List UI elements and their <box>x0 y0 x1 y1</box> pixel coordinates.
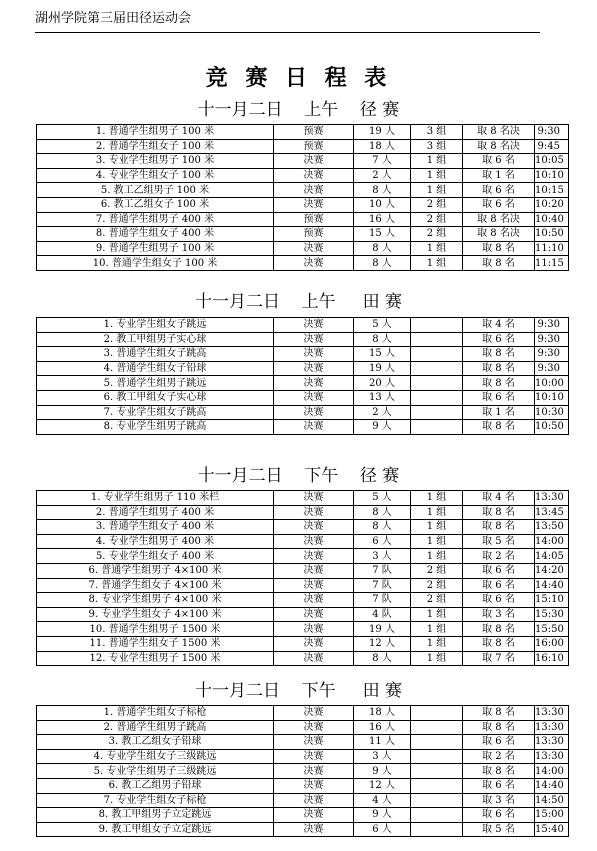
table-row <box>37 256 569 271</box>
round-cell: 决赛 <box>274 622 354 637</box>
qualify-cell: 取 8 名 <box>463 520 535 535</box>
entrants-cell: 8 人 <box>354 505 411 520</box>
round-cell: 决赛 <box>274 534 354 549</box>
qualify-cell: 取 8 名 <box>463 706 535 721</box>
event-cell: 2. 普通学生组男子跳高 <box>37 720 274 735</box>
event-cell: 7. 普通学生组女子 4×100 米 <box>37 578 274 593</box>
time-cell: 13:30 <box>535 706 569 721</box>
entrants-cell: 9 人 <box>354 808 411 823</box>
heats-cell <box>411 778 463 793</box>
event-cell: 9. 专业学生组女子 4×100 米 <box>37 607 274 622</box>
entrants-cell: 8 人 <box>354 256 411 271</box>
round-cell: 决赛 <box>274 183 354 198</box>
entrants-cell: 3 人 <box>354 549 411 564</box>
qualify-cell: 取 8 名 <box>463 376 535 391</box>
heats-cell: 2 组 <box>411 578 463 593</box>
entrants-cell: 7 人 <box>354 154 411 169</box>
round-cell: 决赛 <box>274 636 354 651</box>
heats-cell: 1 组 <box>411 491 463 506</box>
qualify-cell: 取 6 名 <box>463 332 535 347</box>
heats-cell: 1 组 <box>411 168 463 183</box>
table-row <box>37 376 569 391</box>
entrants-cell: 19 人 <box>354 622 411 637</box>
round-cell: 决赛 <box>274 420 354 435</box>
round-cell: 决赛 <box>274 706 354 721</box>
heats-cell: 1 组 <box>411 636 463 651</box>
qualify-cell: 取 8 名 <box>463 764 535 779</box>
entrants-cell: 13 人 <box>354 390 411 405</box>
qualify-cell: 取 8 名 <box>463 636 535 651</box>
event-cell: 1. 专业学生组男子 110 米栏 <box>37 491 274 506</box>
heats-cell: 1 组 <box>411 241 463 256</box>
section-title-morning-field: 十一月二日 上午 田 赛 <box>194 292 403 312</box>
heats-cell <box>411 332 463 347</box>
table-row <box>37 139 569 154</box>
table-row <box>37 749 569 764</box>
table-row <box>37 778 569 793</box>
heats-cell <box>411 822 463 837</box>
round-cell: 决赛 <box>274 241 354 256</box>
time-cell: 9:30 <box>535 125 569 140</box>
entrants-cell: 6 人 <box>354 822 411 837</box>
time-cell: 11:10 <box>535 241 569 256</box>
qualify-cell: 取 6 名 <box>463 154 535 169</box>
event-cell: 7. 专业学生组女子跳高 <box>37 405 274 420</box>
time-cell: 9:30 <box>535 332 569 347</box>
entrants-cell: 7 队 <box>354 563 411 578</box>
section-title-afternoon-field: 十一月二日 下午 田 赛 <box>194 681 403 701</box>
qualify-cell: 取 8 名 <box>463 256 535 271</box>
round-cell: 决赛 <box>274 361 354 376</box>
heats-cell <box>411 793 463 808</box>
entrants-cell: 4 人 <box>354 793 411 808</box>
event-cell: 4. 普通学生组女子铅球 <box>37 361 274 376</box>
round-cell: 决赛 <box>274 749 354 764</box>
table-row <box>37 607 569 622</box>
table-row <box>37 720 569 735</box>
event-cell: 3. 普通学生组女子 400 米 <box>37 520 274 535</box>
entrants-cell: 18 人 <box>354 139 411 154</box>
table-row <box>37 822 569 837</box>
qualify-cell: 取 2 名 <box>463 749 535 764</box>
table-row <box>37 197 569 212</box>
heats-cell <box>411 749 463 764</box>
header-title: 湖州学院第三届田径运动会 <box>35 11 192 26</box>
time-cell: 10:20 <box>535 197 569 212</box>
table-row <box>37 622 569 637</box>
table-row <box>37 578 569 593</box>
time-cell: 13:30 <box>535 491 569 506</box>
table-row <box>37 563 569 578</box>
heats-cell <box>411 420 463 435</box>
table-row <box>37 154 569 169</box>
entrants-cell: 2 人 <box>354 405 411 420</box>
heats-cell: 2 组 <box>411 212 463 227</box>
table-row <box>37 241 569 256</box>
entrants-cell: 15 人 <box>354 347 411 362</box>
time-cell: 13:50 <box>535 520 569 535</box>
entrants-cell: 18 人 <box>354 706 411 721</box>
table-row <box>37 125 569 140</box>
page-header <box>35 8 540 33</box>
qualify-cell: 取 7 名 <box>463 651 535 666</box>
event-cell: 5. 专业学生组男子三级跳远 <box>37 764 274 779</box>
table-row <box>37 764 569 779</box>
table-row <box>37 420 569 435</box>
qualify-cell: 取 6 名 <box>463 593 535 608</box>
time-cell: 10:10 <box>535 390 569 405</box>
heats-cell <box>411 361 463 376</box>
heats-cell: 3 组 <box>411 139 463 154</box>
time-cell: 9:45 <box>535 139 569 154</box>
qualify-cell: 取 5 名 <box>463 822 535 837</box>
qualify-cell: 取 6 名 <box>463 778 535 793</box>
table-row <box>37 361 569 376</box>
qualify-cell: 取 1 名 <box>463 405 535 420</box>
event-cell: 10. 普通学生组男子 1500 米 <box>37 622 274 637</box>
entrants-cell: 6 人 <box>354 534 411 549</box>
round-cell: 决赛 <box>274 347 354 362</box>
event-cell: 6. 教工乙组女子 100 米 <box>37 197 274 212</box>
schedule-table-afternoon-field <box>36 705 569 837</box>
table-row <box>37 520 569 535</box>
event-cell: 4. 专业学生组女子 100 米 <box>37 168 274 183</box>
time-cell: 15:10 <box>535 593 569 608</box>
qualify-cell: 取 1 名 <box>463 168 535 183</box>
entrants-cell: 4 队 <box>354 607 411 622</box>
round-cell: 决赛 <box>274 651 354 666</box>
round-cell: 决赛 <box>274 256 354 271</box>
event-cell: 6. 普通学生组男子 4×100 米 <box>37 563 274 578</box>
event-cell: 9. 教工甲组女子立定跳远 <box>37 822 274 837</box>
table-row <box>37 405 569 420</box>
heats-cell <box>411 720 463 735</box>
qualify-cell: 取 8 名 <box>463 505 535 520</box>
event-cell: 5. 普通学生组男子跳远 <box>37 376 274 391</box>
table-row <box>37 808 569 823</box>
qualify-cell: 取 8 名决 <box>463 139 535 154</box>
qualify-cell: 取 8 名 <box>463 622 535 637</box>
entrants-cell: 8 人 <box>354 520 411 535</box>
round-cell: 预赛 <box>274 139 354 154</box>
event-cell: 5. 专业学生组女子 400 米 <box>37 549 274 564</box>
entrants-cell: 19 人 <box>354 125 411 140</box>
round-cell: 决赛 <box>274 720 354 735</box>
entrants-cell: 9 人 <box>354 764 411 779</box>
entrants-cell: 5 人 <box>354 318 411 333</box>
entrants-cell: 9 人 <box>354 420 411 435</box>
time-cell: 14:20 <box>535 563 569 578</box>
table-row <box>37 593 569 608</box>
time-cell: 10:40 <box>535 212 569 227</box>
section-title-morning-track: 十一月二日 上午 径 赛 <box>197 100 400 120</box>
time-cell: 10:15 <box>535 183 569 198</box>
qualify-cell: 取 8 名决 <box>463 212 535 227</box>
time-cell: 13:30 <box>535 749 569 764</box>
time-cell: 15:00 <box>535 808 569 823</box>
qualify-cell: 取 6 名 <box>463 563 535 578</box>
round-cell: 决赛 <box>274 549 354 564</box>
schedule-table-morning-track <box>36 124 569 271</box>
entrants-cell: 5 人 <box>354 491 411 506</box>
heats-cell <box>411 376 463 391</box>
round-cell: 决赛 <box>274 318 354 333</box>
event-cell: 10. 普通学生组女子 100 米 <box>37 256 274 271</box>
entrants-cell: 8 人 <box>354 332 411 347</box>
entrants-cell: 3 人 <box>354 749 411 764</box>
table-row <box>37 793 569 808</box>
qualify-cell: 取 8 名决 <box>463 125 535 140</box>
event-cell: 12. 专业学生组男子 1500 米 <box>37 651 274 666</box>
time-cell: 13:30 <box>535 720 569 735</box>
qualify-cell: 取 6 名 <box>463 197 535 212</box>
qualify-cell: 取 8 名 <box>463 420 535 435</box>
event-cell: 3. 普通学生组女子跳高 <box>37 347 274 362</box>
time-cell: 15:30 <box>535 607 569 622</box>
heats-cell: 2 组 <box>411 197 463 212</box>
round-cell: 决赛 <box>274 505 354 520</box>
event-cell: 4. 专业学生组女子三级跳远 <box>37 749 274 764</box>
table-row <box>37 636 569 651</box>
qualify-cell: 取 4 名 <box>463 491 535 506</box>
event-cell: 3. 教工乙组女子铅球 <box>37 735 274 750</box>
heats-cell <box>411 706 463 721</box>
qualify-cell: 取 8 名 <box>463 361 535 376</box>
heats-cell: 1 组 <box>411 651 463 666</box>
entrants-cell: 2 人 <box>354 168 411 183</box>
event-cell: 3. 专业学生组男子 100 米 <box>37 154 274 169</box>
event-cell: 6. 教工甲组女子实心球 <box>37 390 274 405</box>
round-cell: 决赛 <box>274 168 354 183</box>
heats-cell: 1 组 <box>411 534 463 549</box>
table-row <box>37 390 569 405</box>
event-cell: 8. 教工甲组男子立定跳远 <box>37 808 274 823</box>
entrants-cell: 16 人 <box>354 720 411 735</box>
qualify-cell: 取 5 名 <box>463 534 535 549</box>
heats-cell <box>411 764 463 779</box>
qualify-cell: 取 3 名 <box>463 793 535 808</box>
time-cell: 14:00 <box>535 534 569 549</box>
round-cell: 决赛 <box>274 520 354 535</box>
qualify-cell: 取 8 名决 <box>463 227 535 242</box>
table-row <box>37 212 569 227</box>
round-cell: 决赛 <box>274 793 354 808</box>
event-cell: 11. 普通学生组女子 1500 米 <box>37 636 274 651</box>
table-row <box>37 534 569 549</box>
round-cell: 预赛 <box>274 212 354 227</box>
qualify-cell: 取 6 名 <box>463 578 535 593</box>
event-cell: 5. 教工乙组男子 100 米 <box>37 183 274 198</box>
heats-cell: 2 组 <box>411 227 463 242</box>
time-cell: 10:50 <box>535 420 569 435</box>
heats-cell: 1 组 <box>411 183 463 198</box>
heats-cell <box>411 390 463 405</box>
entrants-cell: 8 人 <box>354 183 411 198</box>
heats-cell: 2 组 <box>411 563 463 578</box>
round-cell: 决赛 <box>274 607 354 622</box>
schedule-table-morning-field <box>36 317 569 435</box>
heats-cell: 1 组 <box>411 520 463 535</box>
entrants-cell: 11 人 <box>354 735 411 750</box>
time-cell: 14:05 <box>535 549 569 564</box>
time-cell: 14:00 <box>535 764 569 779</box>
qualify-cell: 取 6 名 <box>463 735 535 750</box>
qualify-cell: 取 8 名 <box>463 347 535 362</box>
qualify-cell: 取 6 名 <box>463 390 535 405</box>
heats-cell <box>411 808 463 823</box>
table-row <box>37 505 569 520</box>
round-cell: 决赛 <box>274 405 354 420</box>
heats-cell: 1 组 <box>411 622 463 637</box>
entrants-cell: 12 人 <box>354 636 411 651</box>
round-cell: 决赛 <box>274 593 354 608</box>
heats-cell: 1 组 <box>411 256 463 271</box>
table-row <box>37 318 569 333</box>
table-row <box>37 651 569 666</box>
time-cell: 15:50 <box>535 622 569 637</box>
time-cell: 13:30 <box>535 735 569 750</box>
event-cell: 2. 普通学生组男子 400 米 <box>37 505 274 520</box>
round-cell: 决赛 <box>274 778 354 793</box>
heats-cell <box>411 735 463 750</box>
event-cell: 4. 专业学生组男子 400 米 <box>37 534 274 549</box>
heats-cell: 2 组 <box>411 593 463 608</box>
round-cell: 决赛 <box>274 563 354 578</box>
round-cell: 决赛 <box>274 764 354 779</box>
schedule-table-afternoon-track <box>36 490 569 666</box>
round-cell: 决赛 <box>274 822 354 837</box>
time-cell: 14:40 <box>535 578 569 593</box>
time-cell: 15:40 <box>535 822 569 837</box>
event-cell: 8. 普通学生组女子 400 米 <box>37 227 274 242</box>
round-cell: 决赛 <box>274 491 354 506</box>
time-cell: 14:50 <box>535 793 569 808</box>
heats-cell <box>411 405 463 420</box>
heats-cell: 1 组 <box>411 549 463 564</box>
time-cell: 16:00 <box>535 636 569 651</box>
entrants-cell: 15 人 <box>354 227 411 242</box>
event-cell: 1. 专业学生组女子跳远 <box>37 318 274 333</box>
entrants-cell: 10 人 <box>354 197 411 212</box>
event-cell: 2. 普通学生组女子 100 米 <box>37 139 274 154</box>
heats-cell: 3 组 <box>411 125 463 140</box>
time-cell: 9:30 <box>535 361 569 376</box>
event-cell: 1. 普通学生组男子 100 米 <box>37 125 274 140</box>
event-cell: 6. 教工乙组男子铅球 <box>37 778 274 793</box>
entrants-cell: 19 人 <box>354 361 411 376</box>
event-cell: 9. 普通学生组男子 100 米 <box>37 241 274 256</box>
section-title-afternoon-track: 十一月二日 下午 径 赛 <box>197 466 400 486</box>
entrants-cell: 8 人 <box>354 651 411 666</box>
round-cell: 决赛 <box>274 197 354 212</box>
qualify-cell: 取 2 名 <box>463 549 535 564</box>
table-row <box>37 168 569 183</box>
event-cell: 1. 普通学生组女子标枪 <box>37 706 274 721</box>
table-row <box>37 491 569 506</box>
event-cell: 8. 专业学生组男子 4×100 米 <box>37 593 274 608</box>
heats-cell: 1 组 <box>411 607 463 622</box>
round-cell: 决赛 <box>274 808 354 823</box>
time-cell: 10:00 <box>535 376 569 391</box>
table-row <box>37 332 569 347</box>
heats-cell <box>411 318 463 333</box>
table-row <box>37 347 569 362</box>
heats-cell: 1 组 <box>411 154 463 169</box>
time-cell: 10:50 <box>535 227 569 242</box>
entrants-cell: 16 人 <box>354 212 411 227</box>
qualify-cell: 取 8 名 <box>463 720 535 735</box>
entrants-cell: 12 人 <box>354 778 411 793</box>
time-cell: 14:40 <box>535 778 569 793</box>
qualify-cell: 取 4 名 <box>463 318 535 333</box>
time-cell: 11:15 <box>535 256 569 271</box>
entrants-cell: 8 人 <box>354 241 411 256</box>
time-cell: 13:45 <box>535 505 569 520</box>
entrants-cell: 20 人 <box>354 376 411 391</box>
event-cell: 7. 普通学生组男子 400 米 <box>37 212 274 227</box>
heats-cell: 1 组 <box>411 505 463 520</box>
round-cell: 决赛 <box>274 154 354 169</box>
qualify-cell: 取 8 名 <box>463 241 535 256</box>
table-row <box>37 549 569 564</box>
round-cell: 决赛 <box>274 390 354 405</box>
event-cell: 8. 专业学生组男子跳高 <box>37 420 274 435</box>
round-cell: 决赛 <box>274 376 354 391</box>
round-cell: 决赛 <box>274 578 354 593</box>
time-cell: 16:10 <box>535 651 569 666</box>
round-cell: 预赛 <box>274 227 354 242</box>
document-title: 竞 赛 日 程 表 <box>205 65 392 91</box>
table-row <box>37 183 569 198</box>
qualify-cell: 取 3 名 <box>463 607 535 622</box>
heats-cell <box>411 347 463 362</box>
table-row <box>37 706 569 721</box>
time-cell: 9:30 <box>535 318 569 333</box>
event-cell: 2. 教工甲组男子实心球 <box>37 332 274 347</box>
time-cell: 10:30 <box>535 405 569 420</box>
qualify-cell: 取 6 名 <box>463 183 535 198</box>
event-cell: 7. 专业学生组女子标枪 <box>37 793 274 808</box>
entrants-cell: 7 队 <box>354 578 411 593</box>
table-row <box>37 735 569 750</box>
round-cell: 预赛 <box>274 125 354 140</box>
time-cell: 10:10 <box>535 168 569 183</box>
entrants-cell: 7 队 <box>354 593 411 608</box>
qualify-cell: 取 6 名 <box>463 808 535 823</box>
time-cell: 10:05 <box>535 154 569 169</box>
round-cell: 决赛 <box>274 332 354 347</box>
round-cell: 决赛 <box>274 735 354 750</box>
table-row <box>37 227 569 242</box>
time-cell: 9:30 <box>535 347 569 362</box>
